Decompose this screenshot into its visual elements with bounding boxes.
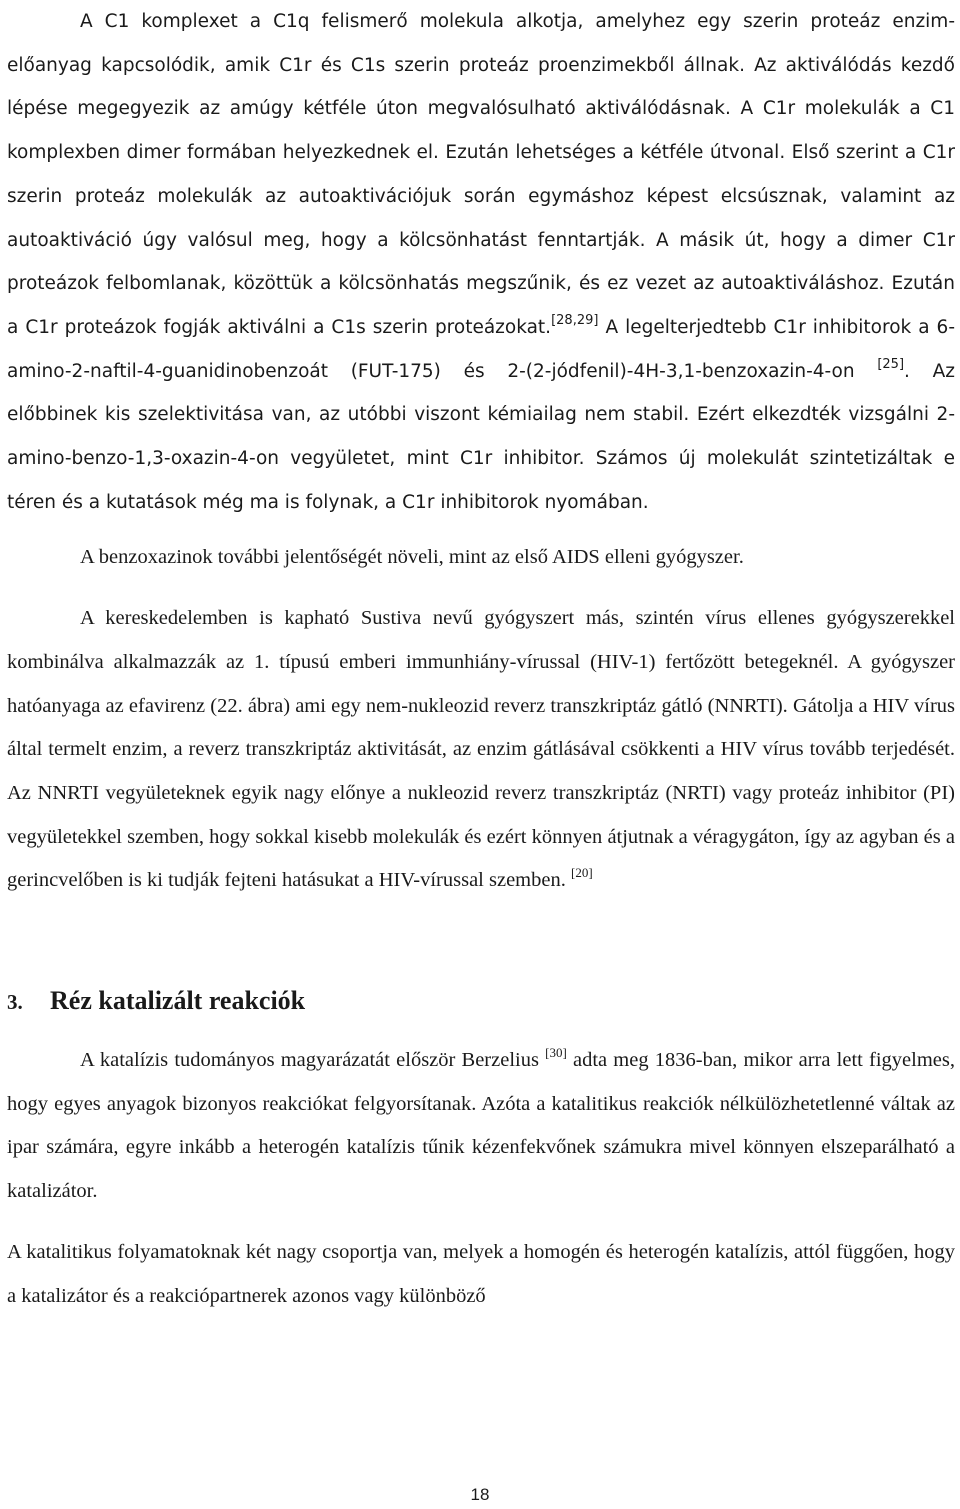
paragraph-benzoxazines: A benzoxazinok további jelentőségét növeli, mint az első AIDS elleni gyógyszer. [80,546,744,569]
reference-20: [20] [570,865,593,881]
paragraph-c1-complex-tail: . Az előbbinek kis szelektivitása van, az utóbbi viszont kémiailag nem stabil. Ezért elkezdték vizsgálni 2-amino-benzo-1,3-oxazin-4-on vegyületet, mint C1r inhibitor. Számos új molekulát szintetizáltak e téren és a kutatások még ma is folynak, a C1r inhibitorok nyomában. [7,360,955,513]
paragraph-sustiva [7,597,955,903]
paragraph-c1-complex-middle: A legelterjedtebb C1r inhibitorok a 6-amino-2-naftil-4-guanidinobenzoát (FUT-175) és 2-(2-jódfenil)-4H-3,1-benzoxazin-4-on [7,316,955,382]
reference-25: [25] [877,356,905,372]
paragraph-catalysis-history [7,1039,955,1214]
paragraph-c1-complex [7,0,955,524]
section-heading [7,986,955,1026]
page-number: 18 [470,1485,490,1504]
paragraph-sustiva-text: A kereskedelemben is kapható Sustiva nevű gyógyszert más, szintén vírus ellenes gyógyszerekkel kombinálva alkalmazzák az 1. típusú emberi immunhiány-vírussal (HIV-1) fertőzött betegeknél. A gyógyszer hatóanyaga az efavirenz (22. ábra) ami egy nem-nukleozid reverz transzkriptáz gátló (NNRTI). Gátolja a HIV vírus által termelt enzim, a reverz transzkriptáz aktivitását, az enzim gátlásával csökkenti a HIV vírus tovább terjedését. Az NNRTI vegyületeknek egyik nagy előnye a nukleozid reverz transzkriptáz (NRTI) vagy proteáz inhibitor (PI) vegyületekkel szemben, hogy sokkal kisebb molekulák és ezért könnyen átjutnak a véragygáton, így az agyban és a gerincvelőben is ki tudják fejteni hatásukat a HIV-vírussal szemben. [7,607,955,892]
document-page [7,0,955,1318]
section-title: Réz katalizált reakciók [50,986,306,1016]
paragraph-catalysis-tail: adta meg 1836-ban, mikor arra lett figyelmes, hogy egyes anyagok bizonyos reakciókat felgyorsítanak. Azóta a katalitikus reakciók nélkülözhetetlenné váltak az ipar számára, egyre inkább a heterogén katalízis tűnik kézenfekvőnek számukra mivel könnyen elszeparálható a katalizátor. [7,1049,955,1203]
reference-30: [30] [545,1045,567,1061]
section-number: 3. [7,990,23,1015]
paragraph-catalysis-lead: A katalízis tudományos magyarázatát először Berzelius [80,1049,546,1072]
paragraph-catalytic-groups: A katalitikus folyamatoknak két nagy csoportja van, melyek a homogén és heterogén katalízis, attól függően, hogy a katalizátor és a reakciópartnerek azonos vagy különböző [7,1240,955,1307]
paragraph-c1-complex-lead: A C1 komplexet a C1q felismerő molekula alkotja, amelyhez egy szerin proteáz enzim-előanyag kapcsolódik, amik C1r és C1s szerin proteáz proenzimekből állnak. Az aktiválódás kezdő lépése megegyezik az amúgy kétféle úton megvalósulható aktiválódásnak. A C1r molekulák a C1 komplexben dimer formában helyezkednek el. Ezután lehetséges a kétféle útvonal. Első szerint a C1r szerin proteáz molekulák az autoaktivációjuk során egymáshoz képest elcsúsznak, valamint az autoaktiváció úgy valósul meg, hogy a kölcsönhatást fenntartják. A másik út, hogy a dimer C1r proteázok felbomlanak, közöttük a kölcsönhatás megszűnik, és ez vezet az autoaktiváláshoz. Ezután a C1r proteázok fogják aktiválni a C1s szerin proteázokat. [7,11,955,338]
reference-28-29: [28,29] [551,312,599,328]
